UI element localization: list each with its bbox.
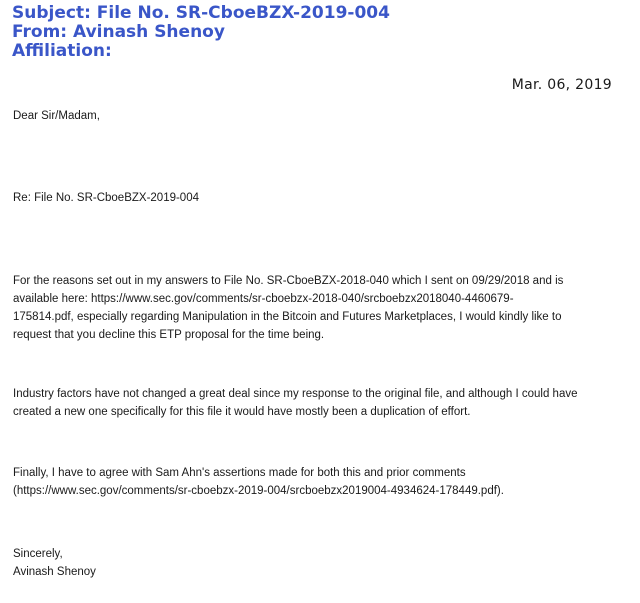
paragraph-3-line: Finally, I have to agree with Sam Ahn's assertions made for both this and prior comments — [13, 467, 466, 479]
paragraph-1-line: available here: https://www.sec.gov/comments/sr-cboebzx-2018-040/srcboebzx2018040-4460679- — [13, 293, 514, 305]
paragraph-1-line: For the reasons set out in my answers to File No. SR-CboeBZX-2018-040 which I sent on 09/29/2018 and is — [13, 275, 564, 287]
paragraph-2-line: Industry factors have not changed a great deal since my response to the original file, and although I could have — [13, 388, 578, 400]
letter-header — [12, 4, 390, 61]
letter-date: Mar. 06, 2019 — [511, 77, 612, 93]
reference-line: Re: File No. SR-CboeBZX-2019-004 — [13, 192, 199, 204]
subject-line: Subject: File No. SR-CboeBZX-2019-004 — [12, 3, 390, 23]
salutation: Dear Sir/Madam, — [13, 110, 100, 122]
signature: Avinash Shenoy — [13, 566, 96, 578]
from-line: From: Avinash Shenoy — [12, 22, 225, 42]
paragraph-2-line: created a new one specifically for this file it would have mostly been a duplication of effort. — [13, 406, 471, 418]
paragraph-1 — [13, 272, 613, 344]
closing-block — [13, 545, 613, 581]
paragraph-2 — [13, 385, 613, 421]
closing: Sincerely, — [13, 548, 63, 560]
paragraph-1-line: 175814.pdf, especially regarding Manipulation in the Bitcoin and Futures Marketplaces, I would kindly like to — [13, 311, 562, 323]
paragraph-3-line: (https://www.sec.gov/comments/sr-cboebzx-2019-004/srcboebzx2019004-4934624-178449.pdf). — [13, 485, 504, 497]
paragraph-1-line: request that you decline this ETP proposal for the time being. — [13, 329, 325, 341]
affiliation-line: Affiliation: — [12, 41, 112, 61]
paragraph-3 — [13, 464, 613, 500]
